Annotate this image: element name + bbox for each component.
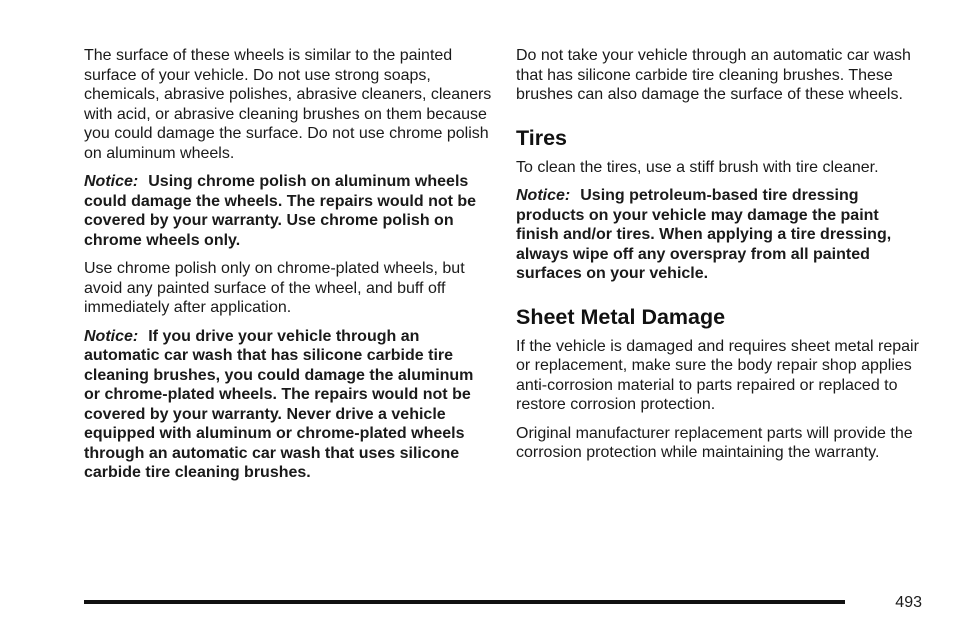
left-column — [84, 46, 492, 492]
notice-label: Notice: — [84, 173, 139, 190]
notice-label: Notice: — [516, 187, 571, 204]
right-column — [516, 46, 922, 472]
car-wash-paragraph: Do not take your vehicle through an automatic car wash that has silicone carbide tire cleaning brushes. These brushes can also damage the surface of these wheels. — [516, 47, 911, 103]
notice-text: If you drive your vehicle through an automatic car wash that has silicone carbide tire cleaning brushes, you could damage the aluminum or chrome-plated wheels. The repairs would not be covered by your warranty. Never drive a vehicle equipped with aluminum or chrome-plated wheels through an automatic car wash that uses silicone carbide tire cleaning brushes. — [84, 327, 474, 481]
footer-rule — [84, 600, 845, 604]
tires-heading: Tires — [516, 125, 567, 150]
notice-text: Using petroleum-based tire dressing products on your vehicle may damage the paint finish and/or tires. When applying a tire dressing, always wipe off any overspray from all painted surfaces on your vehicle. — [516, 187, 892, 282]
chrome-polish-paragraph: Use chrome polish only on chrome-plated wheels, but avoid any painted surface of the wheel, and buff off immediately after application. — [84, 260, 465, 316]
sheet-metal-heading: Sheet Metal Damage — [516, 304, 726, 329]
replacement-parts-paragraph: Original manufacturer replacement parts will provide the corrosion protection while maintaining the warranty. — [516, 424, 913, 461]
notice-text: Using chrome polish on aluminum wheels could damage the wheels. The repairs would not be covered by your warranty. Use chrome polish on chrome wheels only. — [84, 173, 477, 249]
notice-tire-dressing — [516, 186, 922, 284]
notice-chrome-polish — [84, 172, 492, 250]
wheel-surface-paragraph: The surface of these wheels is similar to the painted surface of your vehicle. Do not use strong soaps, chemicals, abrasive polishes, abrasive cleaners, cleaners with acid, or abrasive cleaning brushes on them because you could damage the surface. Do not use chrome polish on aluminum wheels. — [84, 47, 492, 162]
tires-paragraph: To clean the tires, use a stiff brush with tire cleaner. — [516, 158, 879, 176]
notice-car-wash — [84, 327, 492, 483]
page-number: 493 — [895, 594, 922, 611]
notice-label: Notice: — [84, 327, 139, 345]
sheet-metal-paragraph: If the vehicle is damaged and requires sheet metal repair or replacement, make sure the body repair shop applies anti-corrosion material to parts repaired or replaced to restore corrosion protection. — [516, 337, 919, 413]
